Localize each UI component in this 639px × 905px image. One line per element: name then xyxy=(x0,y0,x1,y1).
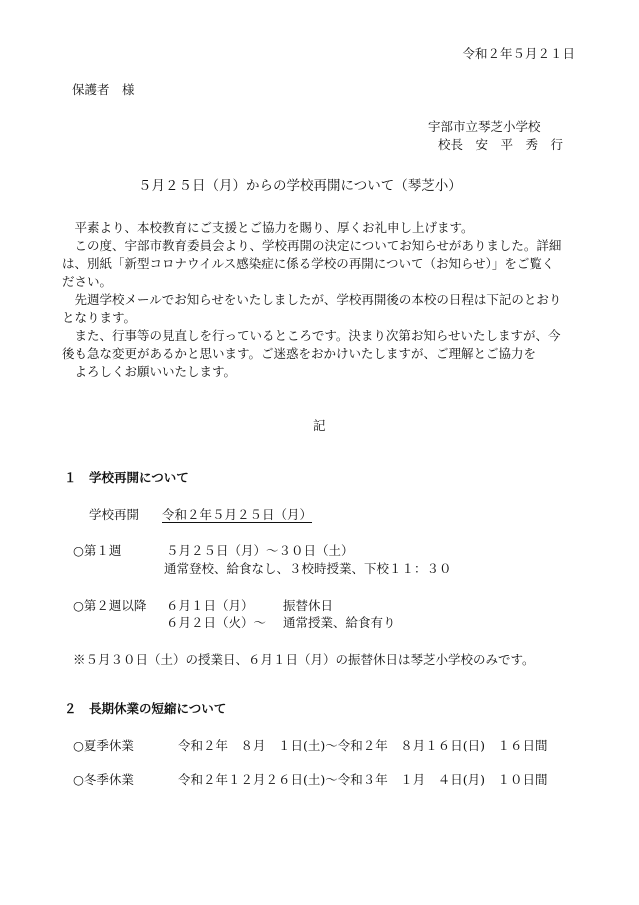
reopen-date: 令和２年５月２５日（月） xyxy=(162,507,313,522)
week1-details: 通常登校、給食なし、３校時授業、下校１１：３０ xyxy=(164,561,452,576)
body-line: この度、宇部市教育委員会より、学校再開の決定についてお知らせがありました。詳細 xyxy=(62,238,562,253)
week2-date2: ６月２日（火）～ xyxy=(166,615,267,630)
week1-label: ○第１週 xyxy=(73,543,122,558)
winter-label: ○冬季休業 xyxy=(73,772,134,787)
school-name: 宇部市立琴芝小学校 xyxy=(428,119,541,134)
ki-marker: 記 xyxy=(313,418,326,433)
summer-label: ○夏季休業 xyxy=(73,738,134,753)
week1-dates: ５月２５日（月）～３０日（土） xyxy=(166,543,354,558)
summer-range: 令和２年 ８月 １日(土)～令和２年 ８月１６日(日) １６日間 xyxy=(178,738,548,753)
body-line: は、別紙「新型コロナウイルス感染症に係る学校の再開について（お知らせ）」をご覧く xyxy=(62,256,555,271)
body-line: また、行事等の見直しを行っているところです。決まり次第お知らせいたしますが、今 xyxy=(62,328,561,343)
week2-date1: ６月１日（月） xyxy=(166,598,254,613)
body-text xyxy=(62,219,582,381)
winter-range: 令和２年１２月２６日(土)～令和３年 １月 ４日(月) １０日間 xyxy=(178,772,548,787)
body-line: 平素より、本校教育にご支援とご協力を賜り、厚くお礼申し上げます。 xyxy=(62,220,474,235)
body-line: となります。 xyxy=(62,310,137,325)
week2-desc1: 振替休日 xyxy=(283,598,334,613)
reopen-label: 学校再開 xyxy=(89,507,140,522)
recipient: 保護者 様 xyxy=(72,82,135,97)
body-line: よろしくお願いいたします。 xyxy=(62,364,237,379)
body-line: 先週学校メールでお知らせをいたしましたが、学校再開後の本校の日程は下記のとおり xyxy=(62,292,562,307)
section1-heading: １ 学校再開について xyxy=(64,470,189,485)
section2-heading: ２ 長期休業の短縮について xyxy=(64,701,227,716)
week2-desc2: 通常授業、給食有り xyxy=(283,615,396,630)
page-title: ５月２５日（月）からの学校再開について（琴芝小） xyxy=(138,178,462,194)
issue-date: 令和２年５月２１日 xyxy=(462,46,575,61)
principal-name: 校長 安 平 秀 行 xyxy=(438,137,564,152)
note: ※５月３０日（土）の授業日、６月１日（月）の振替休日は琴芝小学校のみです。 xyxy=(73,652,535,667)
body-line: 後も急な変更があるかと思います。ご迷惑をおかけいたしますが、ご理解とご協力を xyxy=(62,346,537,361)
week2-label: ○第２週以降 xyxy=(73,598,147,613)
body-line: ださい。 xyxy=(62,274,113,289)
